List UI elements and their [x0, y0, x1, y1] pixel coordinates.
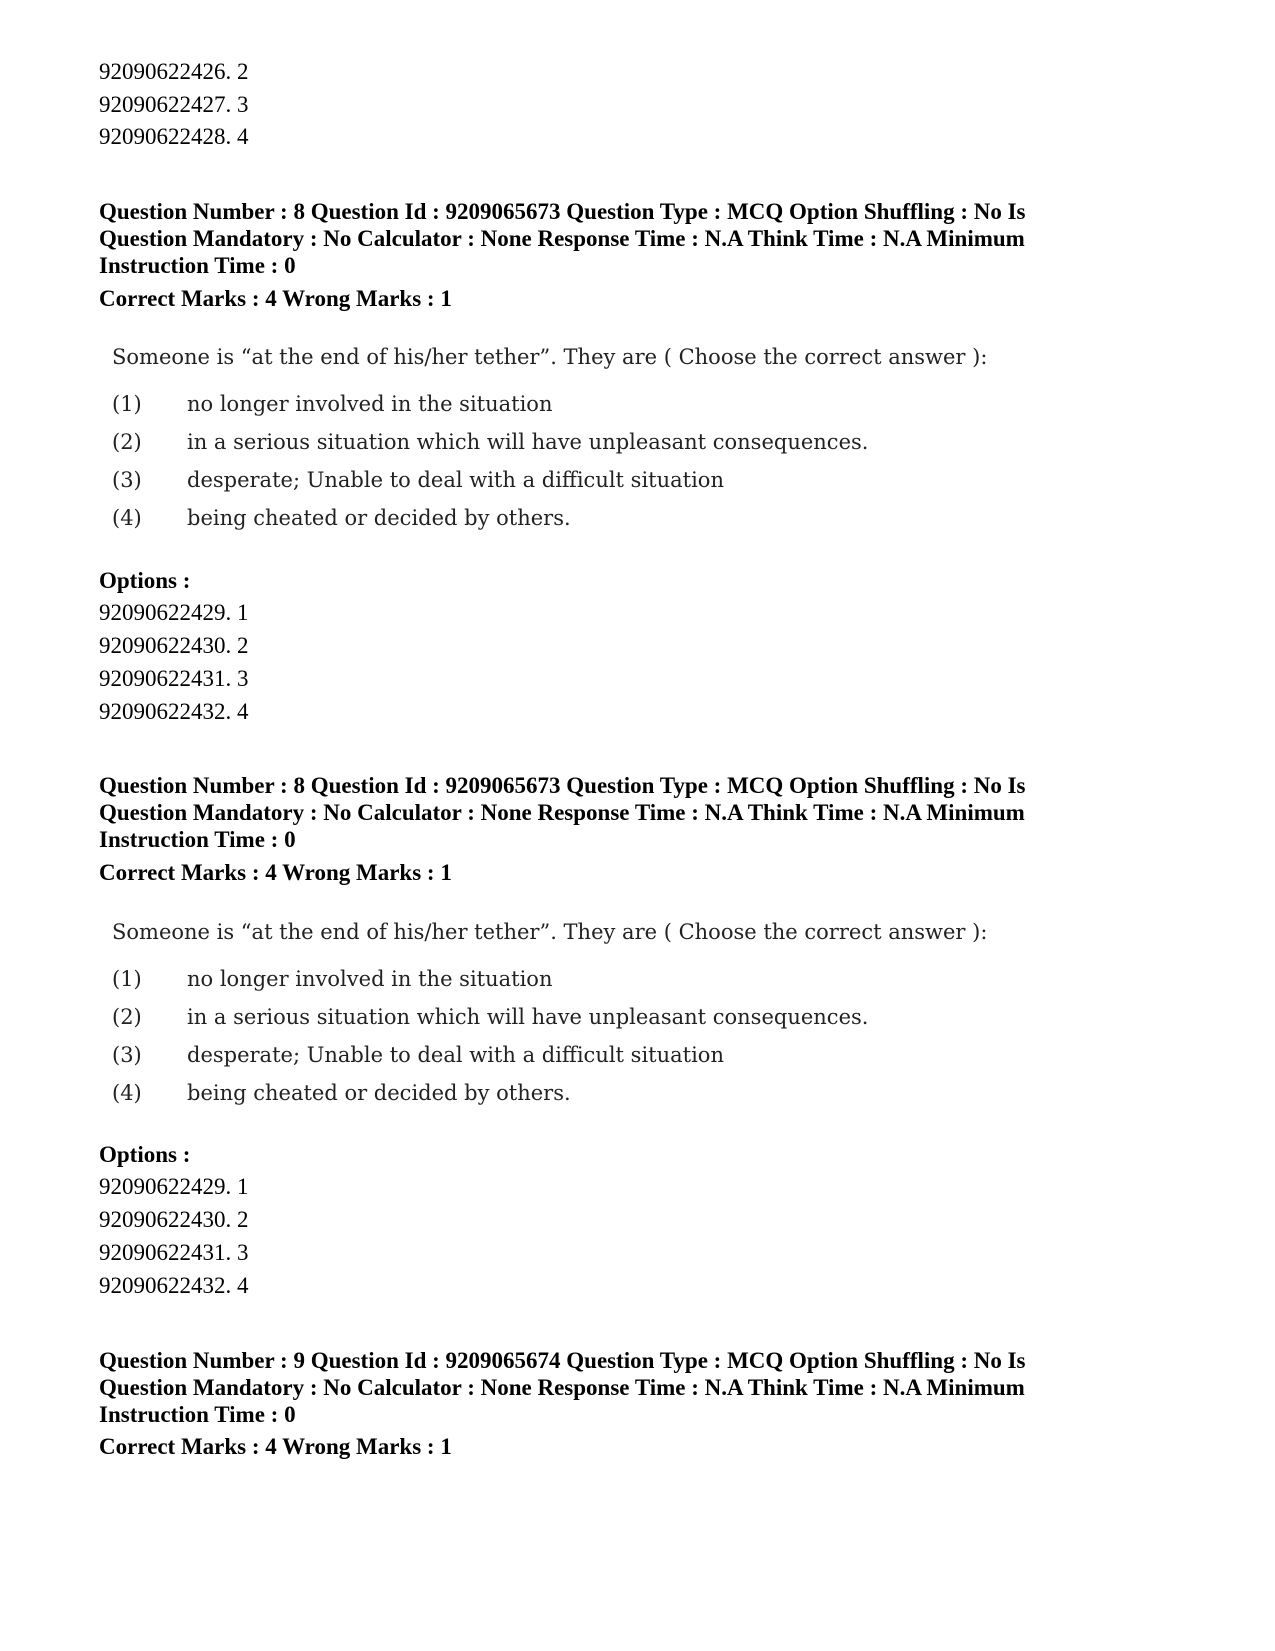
question-header-line: Question Number : 9 Question Id : 9209065674 Question Type : MCQ Option Shuffling : No Is — [99, 1348, 1026, 1373]
marks-line: Correct Marks : 4 Wrong Marks : 1 — [99, 860, 452, 885]
options-label: Options : — [99, 1142, 191, 1167]
choice-text: in a serious situation which will have unpleasant consequences. — [187, 1005, 869, 1029]
choice-number: (1) — [112, 392, 142, 416]
choice-text: desperate; Unable to deal with a difficult situation — [187, 1043, 724, 1067]
choice-number: (3) — [112, 1043, 142, 1067]
question-body — [112, 342, 987, 541]
option-line: 92090622430. 2 — [99, 1207, 249, 1232]
question-header-line: Question Mandatory : No Calculator : None Response Time : N.A Think Time : N.A Minimum — [99, 800, 1025, 825]
choice-number: (2) — [112, 430, 142, 454]
choice-number: (2) — [112, 1005, 142, 1029]
choice-item — [112, 1078, 987, 1116]
choice-text: being cheated or decided by others. — [187, 1081, 571, 1105]
option-line: 92090622432. 4 — [99, 699, 249, 724]
choice-item — [112, 465, 987, 503]
choice-number: (1) — [112, 967, 142, 991]
option-line: 92090622427. 3 — [99, 92, 249, 117]
choice-text: being cheated or decided by others. — [187, 506, 571, 530]
marks-line: Correct Marks : 4 Wrong Marks : 1 — [99, 286, 452, 311]
choice-text: no longer involved in the situation — [187, 392, 553, 416]
question-header-line: Question Mandatory : No Calculator : None Response Time : N.A Think Time : N.A Minimum — [99, 1375, 1025, 1400]
question-stem: Someone is “at the end of his/her tether”. They are ( Choose the correct answer ): — [112, 920, 988, 944]
question-body — [112, 917, 987, 1116]
option-line: 92090622426. 2 — [99, 59, 249, 84]
choice-text: desperate; Unable to deal with a difficult situation — [187, 468, 724, 492]
question-header-line: Instruction Time : 0 — [99, 1402, 296, 1427]
option-line: 92090622429. 1 — [99, 600, 249, 625]
choice-number: (4) — [112, 506, 142, 530]
option-line: 92090622429. 1 — [99, 1174, 249, 1199]
choice-number: (3) — [112, 468, 142, 492]
choice-item — [112, 503, 987, 541]
question-header-line: Instruction Time : 0 — [99, 253, 296, 278]
choice-item — [112, 389, 987, 427]
option-line: 92090622428. 4 — [99, 124, 249, 149]
choice-text: no longer involved in the situation — [187, 967, 553, 991]
question-stem: Someone is “at the end of his/her tether”. They are ( Choose the correct answer ): — [112, 345, 988, 369]
option-line: 92090622430. 2 — [99, 633, 249, 658]
choice-item — [112, 427, 987, 465]
choice-item — [112, 1002, 987, 1040]
option-line: 92090622432. 4 — [99, 1273, 249, 1298]
option-line: 92090622431. 3 — [99, 1240, 249, 1265]
options-label: Options : — [99, 568, 191, 593]
choice-number: (4) — [112, 1081, 142, 1105]
option-line: 92090622431. 3 — [99, 666, 249, 691]
question-header-line: Question Mandatory : No Calculator : None Response Time : N.A Think Time : N.A Minimum — [99, 226, 1025, 251]
marks-line: Correct Marks : 4 Wrong Marks : 1 — [99, 1434, 452, 1459]
choice-text: in a serious situation which will have unpleasant consequences. — [187, 430, 869, 454]
choice-item — [112, 1040, 987, 1078]
choice-item — [112, 964, 987, 1002]
question-header-line: Question Number : 8 Question Id : 9209065673 Question Type : MCQ Option Shuffling : No Is — [99, 773, 1026, 798]
question-header-line: Question Number : 8 Question Id : 9209065673 Question Type : MCQ Option Shuffling : No Is — [99, 199, 1026, 224]
question-header-line: Instruction Time : 0 — [99, 827, 296, 852]
